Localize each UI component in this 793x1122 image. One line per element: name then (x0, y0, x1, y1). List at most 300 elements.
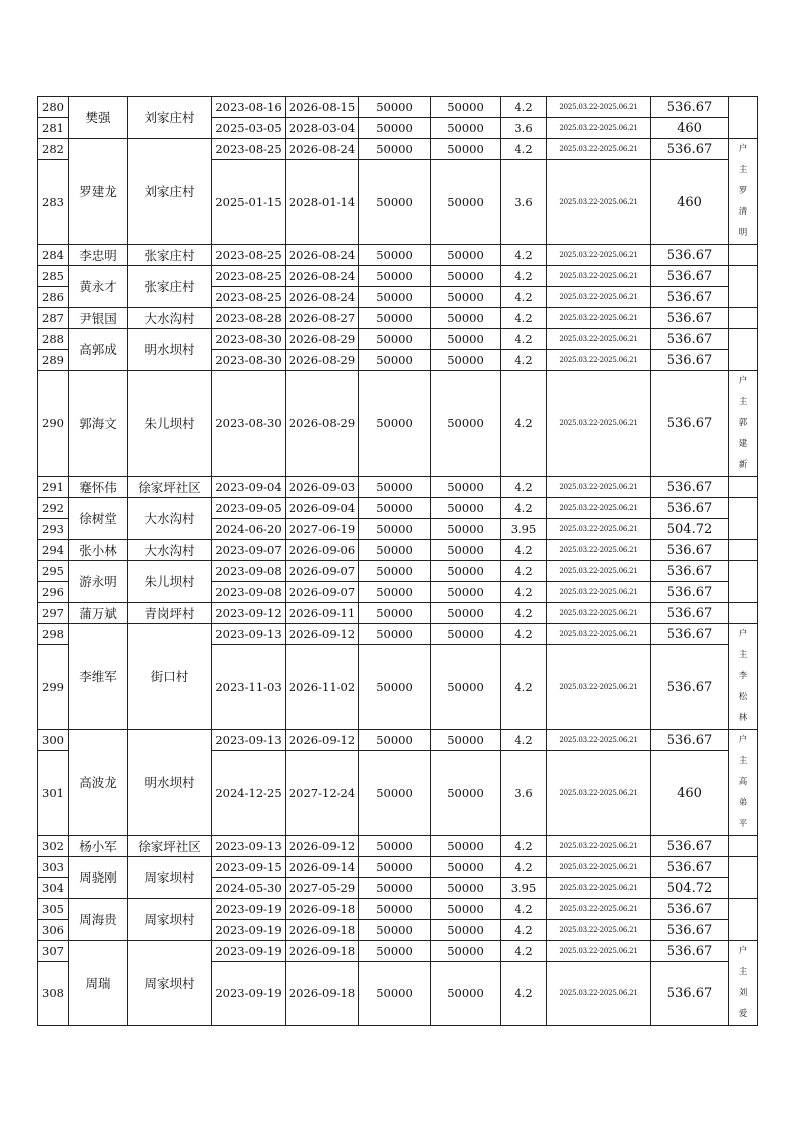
interest-rate: 4.2 (501, 308, 547, 329)
row-number: 302 (38, 836, 69, 857)
interest-rate: 4.2 (501, 624, 547, 645)
remark-char: 主 (738, 967, 748, 977)
interest-period: 2025.03.22-2025.06.21 (547, 266, 651, 287)
loan-amount: 50000 (359, 645, 431, 730)
loan-start-date: 2023-09-19 (212, 962, 286, 1026)
interest-amount: 536.67 (651, 730, 729, 751)
interest-rate: 4.2 (501, 730, 547, 751)
loan-amount: 50000 (359, 603, 431, 624)
loan-start-date: 2023-08-30 (212, 350, 286, 371)
loan-amount: 50000 (359, 899, 431, 920)
row-number: 284 (38, 245, 69, 266)
borrower-name: 蒲万斌 (69, 603, 128, 624)
loan-end-date: 2026-09-06 (286, 540, 359, 561)
remark-char: 清 (738, 207, 748, 217)
loan-end-date: 2026-09-14 (286, 857, 359, 878)
loan-start-date: 2023-09-19 (212, 899, 286, 920)
interest-period: 2025.03.22-2025.06.21 (547, 582, 651, 603)
interest-amount: 460 (651, 118, 729, 139)
remark-char: 主 (738, 165, 748, 175)
row-number: 290 (38, 371, 69, 477)
loan-start-date: 2023-09-07 (212, 540, 286, 561)
interest-period: 2025.03.22-2025.06.21 (547, 941, 651, 962)
loan-start-date: 2023-09-13 (212, 730, 286, 751)
interest-period: 2025.03.22-2025.06.21 (547, 878, 651, 899)
interest-amount: 536.67 (651, 624, 729, 645)
interest-rate: 4.2 (501, 836, 547, 857)
remark-char: 建 (738, 439, 748, 449)
loan-balance: 50000 (431, 160, 501, 245)
interest-amount: 536.67 (651, 329, 729, 350)
loan-end-date: 2026-09-12 (286, 624, 359, 645)
remark-char: 户 (738, 735, 748, 745)
loan-start-date: 2024-12-25 (212, 751, 286, 836)
loan-amount: 50000 (359, 245, 431, 266)
remark-note (729, 97, 758, 139)
interest-rate: 3.95 (501, 878, 547, 899)
loan-start-date: 2024-06-20 (212, 519, 286, 540)
loan-amount: 50000 (359, 329, 431, 350)
loan-end-date: 2026-11-02 (286, 645, 359, 730)
loan-start-date: 2023-09-08 (212, 561, 286, 582)
remark-note (729, 139, 758, 245)
loan-end-date: 2026-09-04 (286, 498, 359, 519)
loan-amount: 50000 (359, 730, 431, 751)
loan-end-date: 2026-09-18 (286, 962, 359, 1026)
interest-rate: 4.2 (501, 329, 547, 350)
table-row (38, 941, 758, 962)
interest-amount: 536.67 (651, 645, 729, 730)
loan-end-date: 2026-08-24 (286, 266, 359, 287)
row-number: 307 (38, 941, 69, 962)
interest-amount: 536.67 (651, 139, 729, 160)
remark-char: 林 (738, 713, 748, 723)
loan-start-date: 2023-08-25 (212, 287, 286, 308)
loan-balance: 50000 (431, 118, 501, 139)
remark-char: 明 (738, 228, 748, 238)
interest-period: 2025.03.22-2025.06.21 (547, 287, 651, 308)
loan-start-date: 2023-09-08 (212, 582, 286, 603)
loan-end-date: 2026-09-03 (286, 477, 359, 498)
loan-balance: 50000 (431, 287, 501, 308)
loan-amount: 50000 (359, 836, 431, 857)
loan-amount: 50000 (359, 118, 431, 139)
remark-note (729, 371, 758, 477)
village-name: 徐家坪社区 (128, 477, 212, 498)
loan-amount: 50000 (359, 962, 431, 1026)
loan-balance: 50000 (431, 751, 501, 836)
interest-rate: 4.2 (501, 371, 547, 477)
row-number: 287 (38, 308, 69, 329)
remark-note (729, 857, 758, 899)
loan-balance: 50000 (431, 920, 501, 941)
village-name: 朱儿坝村 (128, 561, 212, 603)
interest-period: 2025.03.22-2025.06.21 (547, 836, 651, 857)
remark-char: 户 (738, 144, 748, 154)
interest-period: 2025.03.22-2025.06.21 (547, 561, 651, 582)
loan-end-date: 2026-08-29 (286, 329, 359, 350)
row-number: 289 (38, 350, 69, 371)
loan-end-date: 2026-09-11 (286, 603, 359, 624)
table-row (38, 899, 758, 920)
remark-note (729, 477, 758, 498)
remark-char: 主 (738, 397, 748, 407)
village-name: 朱儿坝村 (128, 371, 212, 477)
interest-amount: 536.67 (651, 498, 729, 519)
interest-rate: 4.2 (501, 477, 547, 498)
interest-amount: 536.67 (651, 941, 729, 962)
interest-rate: 4.2 (501, 245, 547, 266)
loan-start-date: 2023-09-19 (212, 941, 286, 962)
loan-amount: 50000 (359, 941, 431, 962)
interest-period: 2025.03.22-2025.06.21 (547, 160, 651, 245)
loan-amount: 50000 (359, 582, 431, 603)
loan-balance: 50000 (431, 730, 501, 751)
interest-rate: 4.2 (501, 350, 547, 371)
loan-end-date: 2026-09-12 (286, 730, 359, 751)
loan-interest-table (37, 96, 758, 1026)
interest-rate: 4.2 (501, 941, 547, 962)
table-row (38, 498, 758, 519)
row-number: 297 (38, 603, 69, 624)
table-row (38, 245, 758, 266)
loan-amount: 50000 (359, 139, 431, 160)
loan-start-date: 2023-08-30 (212, 371, 286, 477)
village-name: 刘家庄村 (128, 139, 212, 245)
borrower-name: 游永明 (69, 561, 128, 603)
loan-end-date: 2026-08-29 (286, 371, 359, 477)
interest-period: 2025.03.22-2025.06.21 (547, 519, 651, 540)
remark-char: 新 (738, 460, 748, 470)
remark-char: 平 (738, 819, 748, 829)
borrower-name: 徐树堂 (69, 498, 128, 540)
interest-period: 2025.03.22-2025.06.21 (547, 350, 651, 371)
loan-end-date: 2028-01-14 (286, 160, 359, 245)
loan-amount: 50000 (359, 477, 431, 498)
loan-end-date: 2026-08-29 (286, 350, 359, 371)
loan-start-date: 2023-09-13 (212, 836, 286, 857)
interest-amount: 536.67 (651, 899, 729, 920)
interest-period: 2025.03.22-2025.06.21 (547, 477, 651, 498)
interest-period: 2025.03.22-2025.06.21 (547, 751, 651, 836)
remark-char: 户 (738, 946, 748, 956)
loan-start-date: 2023-08-28 (212, 308, 286, 329)
interest-rate: 4.2 (501, 498, 547, 519)
interest-amount: 536.67 (651, 962, 729, 1026)
loan-amount: 50000 (359, 287, 431, 308)
interest-period: 2025.03.22-2025.06.21 (547, 857, 651, 878)
interest-amount: 460 (651, 160, 729, 245)
table-row (38, 730, 758, 751)
loan-balance: 50000 (431, 308, 501, 329)
loan-start-date: 2025-03-05 (212, 118, 286, 139)
table-row (38, 836, 758, 857)
interest-amount: 536.67 (651, 266, 729, 287)
loan-balance: 50000 (431, 477, 501, 498)
table-row (38, 540, 758, 561)
loan-start-date: 2023-08-25 (212, 139, 286, 160)
village-name: 周家坝村 (128, 857, 212, 899)
borrower-name: 黄永才 (69, 266, 128, 308)
loan-end-date: 2026-08-24 (286, 139, 359, 160)
borrower-name: 杨小军 (69, 836, 128, 857)
interest-period: 2025.03.22-2025.06.21 (547, 920, 651, 941)
row-number: 288 (38, 329, 69, 350)
village-name: 青岗坪村 (128, 603, 212, 624)
loan-amount: 50000 (359, 266, 431, 287)
row-number: 280 (38, 97, 69, 118)
interest-period: 2025.03.22-2025.06.21 (547, 498, 651, 519)
row-number: 298 (38, 624, 69, 645)
row-number: 295 (38, 561, 69, 582)
loan-balance: 50000 (431, 582, 501, 603)
interest-rate: 4.2 (501, 540, 547, 561)
loan-balance: 50000 (431, 857, 501, 878)
remark-char: 爱 (738, 1009, 748, 1019)
loan-balance: 50000 (431, 624, 501, 645)
loan-end-date: 2026-08-27 (286, 308, 359, 329)
loan-start-date: 2023-09-19 (212, 920, 286, 941)
loan-amount: 50000 (359, 878, 431, 899)
loan-amount: 50000 (359, 751, 431, 836)
interest-amount: 536.67 (651, 561, 729, 582)
interest-amount: 536.67 (651, 287, 729, 308)
loan-balance: 50000 (431, 962, 501, 1026)
row-number: 301 (38, 751, 69, 836)
loan-amount: 50000 (359, 624, 431, 645)
row-number: 300 (38, 730, 69, 751)
interest-amount: 536.67 (651, 582, 729, 603)
village-name: 徐家坪社区 (128, 836, 212, 857)
loan-balance: 50000 (431, 878, 501, 899)
village-name: 明水坝村 (128, 730, 212, 836)
row-number: 308 (38, 962, 69, 1026)
remark-note (729, 329, 758, 371)
loan-start-date: 2023-08-30 (212, 329, 286, 350)
table-row (38, 624, 758, 645)
interest-period: 2025.03.22-2025.06.21 (547, 540, 651, 561)
interest-rate: 4.2 (501, 962, 547, 1026)
interest-amount: 536.67 (651, 603, 729, 624)
loan-amount: 50000 (359, 561, 431, 582)
table-row (38, 266, 758, 287)
village-name: 周家坝村 (128, 899, 212, 941)
row-number: 306 (38, 920, 69, 941)
interest-amount: 536.67 (651, 477, 729, 498)
remark-note (729, 308, 758, 329)
loan-balance: 50000 (431, 836, 501, 857)
loan-end-date: 2026-09-18 (286, 941, 359, 962)
row-number: 282 (38, 139, 69, 160)
row-number: 294 (38, 540, 69, 561)
remark-note (729, 899, 758, 941)
interest-period: 2025.03.22-2025.06.21 (547, 603, 651, 624)
interest-amount: 536.67 (651, 350, 729, 371)
loan-end-date: 2026-08-15 (286, 97, 359, 118)
interest-period: 2025.03.22-2025.06.21 (547, 962, 651, 1026)
interest-amount: 536.67 (651, 540, 729, 561)
interest-rate: 4.2 (501, 287, 547, 308)
remark-char: 郭 (738, 418, 748, 428)
table-row (38, 603, 758, 624)
table-row (38, 857, 758, 878)
interest-rate: 3.6 (501, 751, 547, 836)
row-number: 281 (38, 118, 69, 139)
loan-end-date: 2026-09-07 (286, 582, 359, 603)
interest-period: 2025.03.22-2025.06.21 (547, 645, 651, 730)
village-name: 大水沟村 (128, 308, 212, 329)
loan-start-date: 2023-08-25 (212, 266, 286, 287)
loan-start-date: 2023-09-04 (212, 477, 286, 498)
interest-rate: 3.6 (501, 160, 547, 245)
remark-note (729, 836, 758, 857)
loan-amount: 50000 (359, 97, 431, 118)
interest-amount: 460 (651, 751, 729, 836)
loan-end-date: 2027-12-24 (286, 751, 359, 836)
remark-char: 罗 (738, 186, 748, 196)
table-row (38, 371, 758, 477)
loan-balance: 50000 (431, 540, 501, 561)
table-row (38, 477, 758, 498)
loan-amount: 50000 (359, 498, 431, 519)
loan-balance: 50000 (431, 941, 501, 962)
table-row (38, 329, 758, 350)
interest-rate: 4.2 (501, 603, 547, 624)
loan-amount: 50000 (359, 519, 431, 540)
row-number: 303 (38, 857, 69, 878)
row-number: 296 (38, 582, 69, 603)
remark-note (729, 624, 758, 730)
borrower-name: 高郭成 (69, 329, 128, 371)
interest-rate: 4.2 (501, 266, 547, 287)
row-number: 292 (38, 498, 69, 519)
loan-start-date: 2023-09-13 (212, 624, 286, 645)
borrower-name: 郭海文 (69, 371, 128, 477)
remark-note (729, 266, 758, 308)
remark-char: 刘 (738, 988, 748, 998)
interest-rate: 4.2 (501, 97, 547, 118)
loan-start-date: 2023-08-25 (212, 245, 286, 266)
loan-balance: 50000 (431, 519, 501, 540)
loan-end-date: 2026-09-18 (286, 899, 359, 920)
row-number: 293 (38, 519, 69, 540)
loan-start-date: 2023-11-03 (212, 645, 286, 730)
loan-balance: 50000 (431, 329, 501, 350)
remark-char: 户 (738, 629, 748, 639)
interest-amount: 504.72 (651, 878, 729, 899)
village-name: 刘家庄村 (128, 97, 212, 139)
interest-amount: 536.67 (651, 371, 729, 477)
interest-period: 2025.03.22-2025.06.21 (547, 329, 651, 350)
loan-start-date: 2023-09-15 (212, 857, 286, 878)
table-row (38, 139, 758, 160)
loan-amount: 50000 (359, 920, 431, 941)
interest-period: 2025.03.22-2025.06.21 (547, 139, 651, 160)
interest-period: 2025.03.22-2025.06.21 (547, 899, 651, 920)
loan-end-date: 2028-03-04 (286, 118, 359, 139)
loan-end-date: 2026-09-12 (286, 836, 359, 857)
interest-amount: 536.67 (651, 836, 729, 857)
interest-rate: 4.2 (501, 561, 547, 582)
interest-period: 2025.03.22-2025.06.21 (547, 308, 651, 329)
remark-char: 李 (738, 671, 748, 681)
row-number: 285 (38, 266, 69, 287)
borrower-name: 罗建龙 (69, 139, 128, 245)
village-name: 大水沟村 (128, 540, 212, 561)
interest-rate: 4.2 (501, 139, 547, 160)
interest-rate: 4.2 (501, 920, 547, 941)
row-number: 305 (38, 899, 69, 920)
borrower-name: 张小林 (69, 540, 128, 561)
loan-balance: 50000 (431, 139, 501, 160)
borrower-name: 尹银国 (69, 308, 128, 329)
interest-amount: 536.67 (651, 920, 729, 941)
loan-start-date: 2023-09-12 (212, 603, 286, 624)
table-row (38, 561, 758, 582)
interest-amount: 536.67 (651, 245, 729, 266)
remark-note (729, 498, 758, 540)
interest-amount: 536.67 (651, 308, 729, 329)
borrower-name: 樊强 (69, 97, 128, 139)
interest-rate: 3.6 (501, 118, 547, 139)
loan-end-date: 2026-08-24 (286, 287, 359, 308)
loan-amount: 50000 (359, 308, 431, 329)
interest-period: 2025.03.22-2025.06.21 (547, 624, 651, 645)
borrower-name: 李忠明 (69, 245, 128, 266)
table-row (38, 308, 758, 329)
row-number: 299 (38, 645, 69, 730)
loan-balance: 50000 (431, 603, 501, 624)
loan-start-date: 2023-08-16 (212, 97, 286, 118)
remark-char: 主 (738, 756, 748, 766)
remark-char: 高 (738, 777, 748, 787)
loan-end-date: 2027-06-19 (286, 519, 359, 540)
remark-note (729, 245, 758, 266)
interest-amount: 504.72 (651, 519, 729, 540)
interest-period: 2025.03.22-2025.06.21 (547, 97, 651, 118)
row-number: 283 (38, 160, 69, 245)
row-number: 304 (38, 878, 69, 899)
loan-amount: 50000 (359, 540, 431, 561)
loan-start-date: 2025-01-15 (212, 160, 286, 245)
loan-amount: 50000 (359, 160, 431, 245)
interest-rate: 3.95 (501, 519, 547, 540)
row-number: 286 (38, 287, 69, 308)
loan-amount: 50000 (359, 350, 431, 371)
remark-char: 松 (738, 692, 748, 702)
loan-end-date: 2026-08-24 (286, 245, 359, 266)
interest-rate: 4.2 (501, 899, 547, 920)
interest-rate: 4.2 (501, 857, 547, 878)
village-name: 街口村 (128, 624, 212, 730)
remark-note (729, 941, 758, 1026)
borrower-name: 蹇怀伟 (69, 477, 128, 498)
loan-balance: 50000 (431, 245, 501, 266)
loan-balance: 50000 (431, 97, 501, 118)
interest-period: 2025.03.22-2025.06.21 (547, 730, 651, 751)
loan-start-date: 2024-05-30 (212, 878, 286, 899)
loan-balance: 50000 (431, 371, 501, 477)
remark-note (729, 540, 758, 561)
borrower-name: 周海贵 (69, 899, 128, 941)
loan-amount: 50000 (359, 857, 431, 878)
interest-amount: 536.67 (651, 857, 729, 878)
borrower-name: 高波龙 (69, 730, 128, 836)
loan-end-date: 2026-09-07 (286, 561, 359, 582)
loan-balance: 50000 (431, 266, 501, 287)
loan-end-date: 2027-05-29 (286, 878, 359, 899)
loan-balance: 50000 (431, 561, 501, 582)
